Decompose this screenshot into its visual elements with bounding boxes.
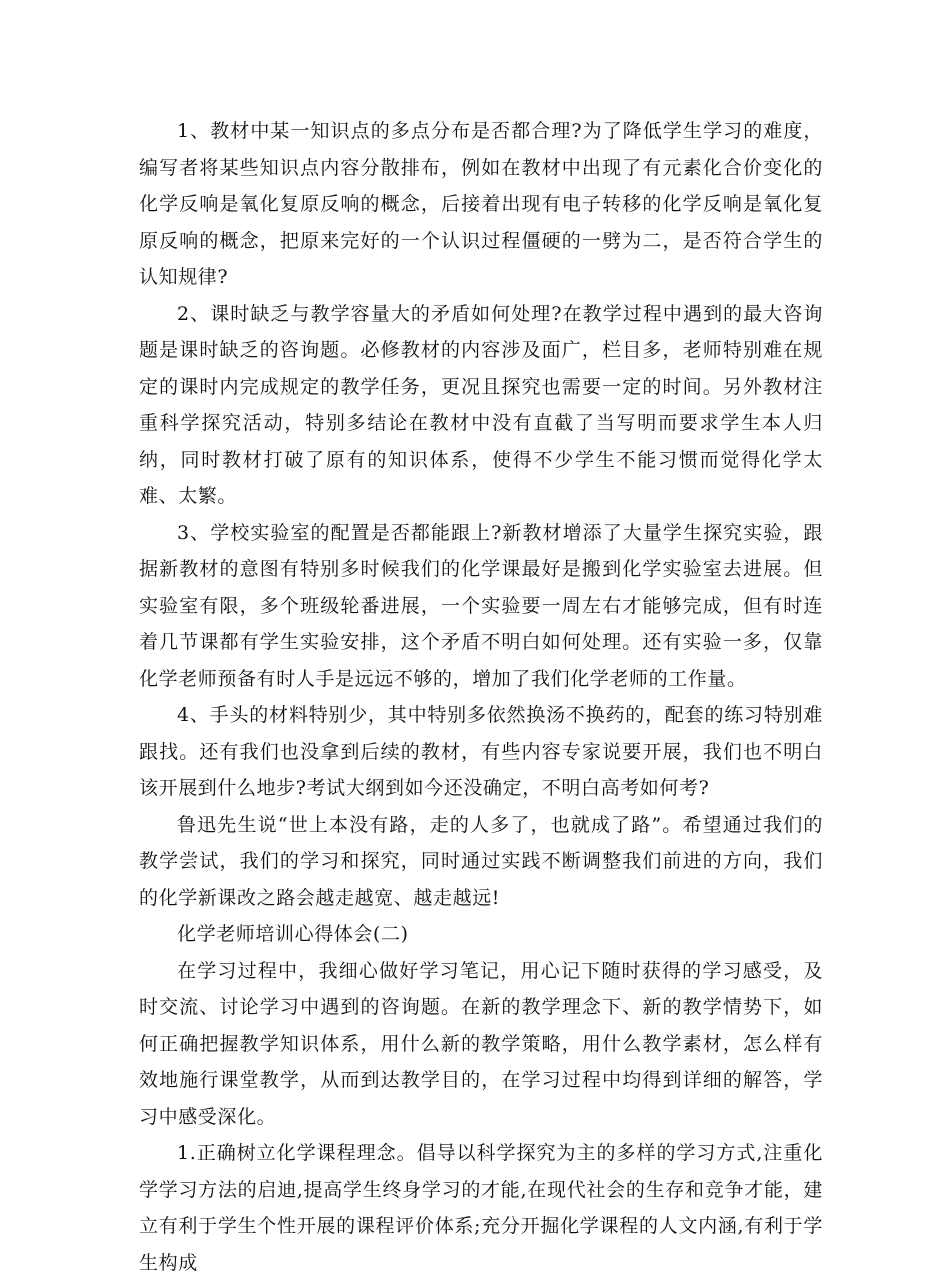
document-body	[139, 113, 823, 1281]
paragraph-course-concept: 1.正确树立化学课程理念。倡导以科学探究为主的多样的学习方式,注重化学学习方法的启迪,提高学生终身学习的才能,在现代社会的生存和竞争才能，建立有利于学生个性开展的课程评价体系;充分开掘化学课程的人文内涵,有利于学生构成	[139, 1142, 823, 1274]
paragraph-textbook-distribution: 1、教材中某一知识点的多点分布是否都合理?为了降低学生学习的难度，编写者将某些知识点内容分散排布，例如在教材中出现了有元素化合价变化的化学反响是氧化复原反响的概念，后接着出现有电子转移的化学反响是氧化复原反响的概念，把原来完好的一个认识过程僵硬的一劈为二，是否符合学生的认知规律?	[139, 120, 823, 288]
paragraph-materials: 4、手头的材料特别少，其中特别多依然换汤不换药的，配套的练习特别难跟找。还有我们也没拿到后续的教材，有些内容专家说要开展，我们也不明白该开展到什么地步?考试大纲到如今还没确定，不明白高考如何考?	[139, 704, 823, 799]
paragraph-class-hours: 2、课时缺乏与教学容量大的矛盾如何处理?在教学过程中遇到的最大咨询题是课时缺乏的咨询题。必修教材的内容涉及面广，栏目多，老师特别难在规定的课时内完成规定的教学任务，更况且探究也需要一定的时间。另外教材注重科学探究活动，特别多结论在教材中没有直截了当写明而要求学生本人归纳，同时教材打破了原有的知识体系，使得不少学生不能习惯而觉得化学太难、太繁。	[139, 302, 823, 507]
paragraph-laboratory: 3、学校实验室的配置是否都能跟上?新教材增添了大量学生探究实验，跟据新教材的意图有特别多时候我们的化学课最好是搬到化学实验室去进展。但实验室有限，多个班级轮番进展，一个实验要一周左右才能够完成，但有时连着几节课都有学生实验安排，这个矛盾不明白如何处理。还有实验一多，仅靠化学老师预备有时人手是远远不够的，增加了我们化学老师的工作量。	[139, 521, 823, 690]
section-heading: 化学老师培训心得体会(二)	[177, 923, 409, 945]
paragraph-lu-xun-quote: 鲁迅先生说“世上本没有路，走的人多了，也就成了路”。希望通过我们的教学尝试，我们的学习和探究，同时通过实践不断调整我们前进的方向，我们的化学新课改之路会越走越宽、越走越远!	[139, 813, 823, 909]
paragraph-learning-process: 在学习过程中，我细心做好学习笔记，用心记下随时获得的学习感受，及时交流、讨论学习中遇到的咨询题。在新的教学理念下、新的教学情势下，如何正确把握教学知识体系，用什么新的教学策略，用什么教学素材，怎么样有效地施行课堂教学，从而到达教学目的，在学习过程中均得到详细的解答，学习中感受深化。	[139, 959, 823, 1128]
